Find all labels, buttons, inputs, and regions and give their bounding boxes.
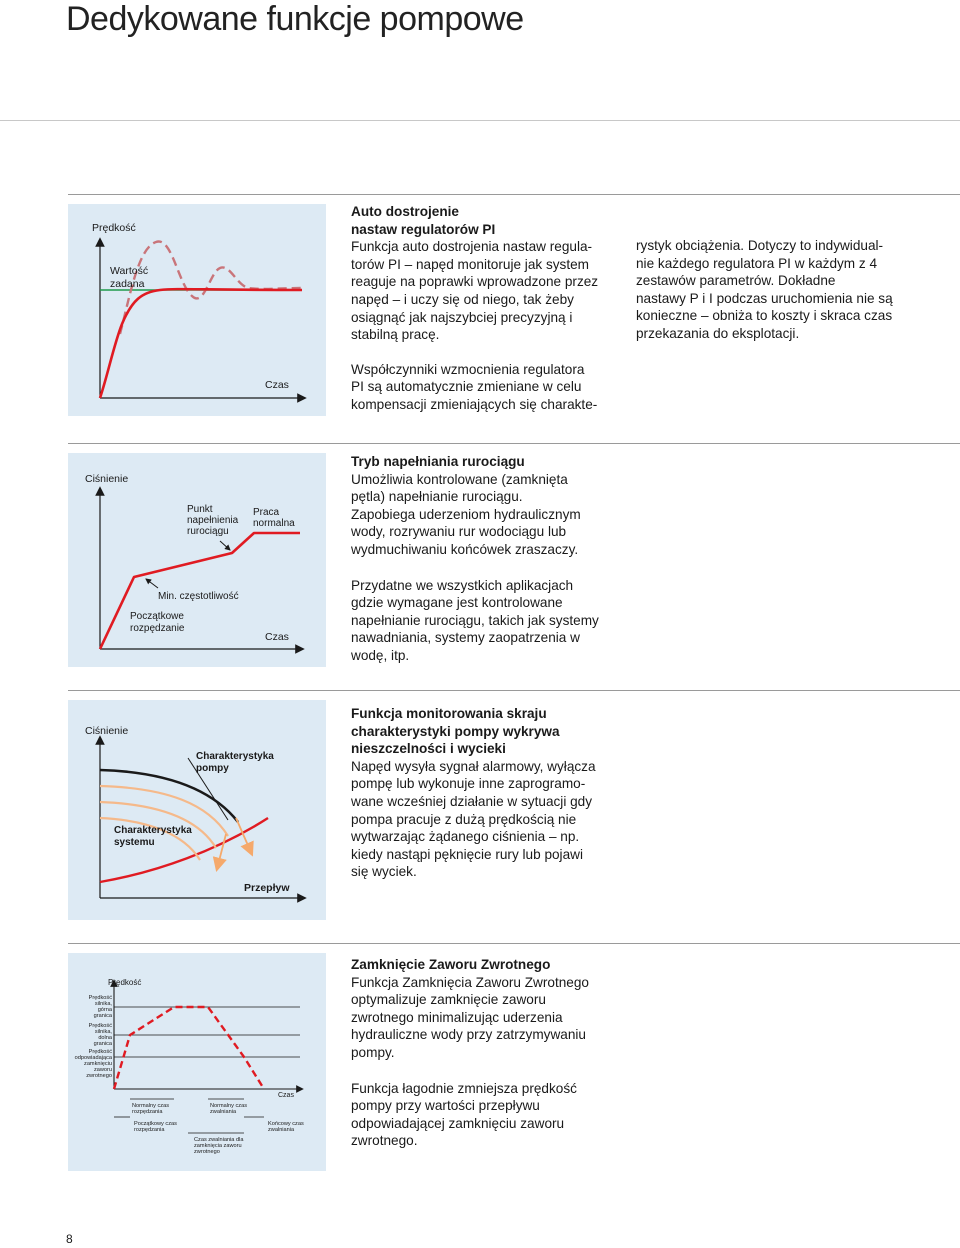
- flow-drop-arrow: [236, 818, 250, 850]
- lower-limit-label: Prędkość: [88, 1023, 112, 1029]
- system-curve-label: systemu: [114, 837, 155, 848]
- body-line: hydrauliczne wody przy zatrzymywaniu: [351, 1027, 586, 1043]
- upper-limit-label: Prędkość: [88, 995, 112, 1001]
- body-line: Przydatne we wszystkich aplikacjach: [351, 577, 574, 593]
- lower-limit-label: dolna: [98, 1035, 112, 1041]
- section-heading: Zamknięcie Zaworu Zwrotnego: [351, 957, 551, 972]
- body-line: odpowiadającej zamknięciu zaworu: [351, 1115, 565, 1131]
- normal-ramp-label: rozpędzania: [132, 1109, 163, 1115]
- leak-detection-text: [351, 705, 641, 881]
- body-line: nawadniania, systemy zaopatrzenia w: [351, 630, 580, 646]
- section-divider: [68, 443, 960, 444]
- body-line: torów PI – napęd monitoruje jak system: [351, 256, 590, 272]
- pump-curve-label: Charakterystyka: [196, 751, 274, 762]
- body-line: stabilną pracę.: [351, 327, 440, 343]
- min-freq-arrow: [146, 579, 158, 588]
- section-heading: Funkcja monitorowania skraju: [351, 706, 547, 721]
- valve-speed-label: Prędkość: [88, 1049, 112, 1055]
- section-heading: Auto dostrojenie: [351, 204, 459, 219]
- fill-point-label: rurociągu: [187, 526, 229, 537]
- section-heading: charakterystyki pompy wykrywa: [351, 723, 560, 739]
- setpoint-label: Wartość: [110, 265, 149, 277]
- valve-speed-label: odpowiadająca: [74, 1055, 112, 1061]
- body-line: przekazania do eksplotacji.: [636, 325, 800, 341]
- body-line: optymalizuje zamknięcie zaworu: [351, 992, 546, 1008]
- lower-limit-label: silnika,: [94, 1029, 112, 1035]
- upper-limit-label: granica: [93, 1013, 112, 1019]
- y-axis-label: Ciśnienie: [85, 725, 129, 737]
- body-line: wydmuchiwaniu końcówek zraszaczy.: [351, 541, 579, 557]
- body-line: Umożliwia kontrolowane (zamknięta: [351, 471, 568, 487]
- fill-point-label: Punkt: [187, 504, 213, 515]
- page-number: 8: [66, 1232, 73, 1246]
- y-axis-label: Prędkość: [108, 978, 142, 987]
- x-axis-label: Przepływ: [244, 882, 290, 894]
- body-line: napęd – i uczy się od niego, tak żeby: [351, 291, 574, 307]
- body-line: konieczne – obniża to koszty i skraca czas: [636, 308, 893, 324]
- pump-curve-figure: [68, 700, 326, 920]
- normal-operation-label: Praca: [253, 507, 280, 518]
- speed-profile: [114, 1007, 264, 1089]
- final-ramp-label: Końcowy czas: [268, 1121, 304, 1127]
- body-line: Funkcja auto dostrojenia nastaw regula-: [351, 239, 593, 255]
- initial-ramp-label: rozpędzanie: [130, 623, 185, 634]
- body-line: pompy przy wartości przepływu: [351, 1098, 540, 1114]
- pipe-fill-text: [351, 453, 641, 665]
- body-line: nie każdego regulatora PI w każdym z 4: [636, 255, 878, 271]
- body-line: wodę, itp.: [351, 647, 410, 663]
- body-line: wytwarzając żądanego ciśnienia – np.: [351, 829, 580, 845]
- fill-point-arrow: [220, 541, 230, 550]
- y-axis-label: Ciśnienie: [85, 473, 129, 485]
- final-ramp-label: zwalniania: [268, 1127, 295, 1133]
- setpoint-label: zadana: [110, 278, 145, 290]
- pi-autotune-text: [351, 203, 621, 414]
- section-divider: [68, 690, 960, 691]
- section-heading: Tryb napełniania rurociągu: [351, 454, 525, 469]
- body-line: pompa pracuje z dużą prędkością nie: [351, 811, 577, 827]
- pipe-fill-figure: [68, 453, 326, 667]
- valve-decel-label: Czas zwalniania dla: [194, 1137, 244, 1143]
- initial-ramp-label: Początkowy czas: [134, 1121, 177, 1127]
- body-line: pętla) napełnianie rurociągu.: [351, 489, 523, 505]
- body-line: Napęd wysyła sygnał alarmowy, wyłącza: [351, 758, 596, 774]
- page-title: Dedykowane funkcje pompowe: [66, 0, 524, 38]
- x-axis-label: Czas: [265, 379, 289, 391]
- body-line: reaguje na poprawki wprowadzone przez: [351, 274, 599, 290]
- body-line: Funkcja Zamknięcia Zaworu Zwrotnego: [351, 974, 589, 990]
- body-line: napełnianie rurociągu, takich jak systemy: [351, 612, 599, 628]
- section-heading: nieszczelności i wycieki: [351, 741, 506, 757]
- system-curve-label: Charakterystyka: [114, 825, 192, 836]
- pump-curve-label: pompy: [196, 763, 229, 774]
- body-line: kiedy nastąpi pęknięcie rury lub pojawi: [351, 846, 583, 862]
- valve-speed-label: zamknięciu: [84, 1061, 112, 1067]
- x-axis-label: Czas: [278, 1092, 294, 1099]
- pi-autotune-chart: [68, 204, 326, 416]
- body-line: zestawów parametrów. Dokładne: [636, 273, 836, 289]
- lower-limit-label: granica: [93, 1041, 112, 1047]
- body-line: się wyciek.: [351, 864, 417, 880]
- x-axis-label: Czas: [265, 631, 289, 643]
- title-divider: [0, 120, 960, 121]
- body-line: PI są automatycznie zmieniane w celu: [351, 379, 582, 395]
- body-line: zwrotnego minimalizując uderzenia: [351, 1009, 563, 1025]
- initial-ramp-label: Początkowe: [130, 611, 184, 622]
- body-line: osiągnąć jak najszybciej precyzyjną i: [351, 309, 573, 325]
- valve-decel-label: zwrotnego: [194, 1149, 220, 1155]
- pi-autotune-figure: [68, 204, 326, 416]
- body-line: rystyk obciążenia. Dotyczy to indywidual-: [636, 238, 884, 253]
- check-valve-figure: [68, 953, 326, 1171]
- upper-limit-label: górna: [97, 1007, 112, 1013]
- normal-decel-label: zwalniania: [210, 1109, 237, 1115]
- upper-limit-label: silnika,: [94, 1001, 112, 1007]
- body-line: Funkcja łagodnie zmniejsza prędkość: [351, 1080, 577, 1096]
- valve-decel-label: zamknięcia zaworu: [194, 1143, 242, 1149]
- pipe-fill-chart: [68, 453, 326, 667]
- body-line: kompensacji zmieniających się charakte-: [351, 396, 598, 412]
- section-divider: [68, 943, 960, 944]
- body-line: wane wcześniej działanie w sytuacji gdy: [351, 793, 593, 809]
- body-line: pompę lub wykonuje inne zaprogramo-: [351, 776, 586, 792]
- overshoot-curve: [120, 241, 302, 334]
- body-line: Zapobiega uderzeniom hydraulicznym: [351, 506, 581, 522]
- flow-drop-arrow: [218, 834, 226, 865]
- body-line: pompy.: [351, 1044, 395, 1060]
- normal-operation-label: normalna: [253, 518, 295, 529]
- section-heading: nastaw regulatorów PI: [351, 221, 496, 237]
- fill-point-label: napełnienia: [187, 515, 239, 526]
- normal-decel-label: Normalny czas: [210, 1103, 247, 1109]
- pi-autotune-text-col2: [636, 237, 936, 343]
- min-frequency-label: Min. częstotliwość: [158, 591, 239, 602]
- normal-ramp-label: Normalny czas: [132, 1103, 169, 1109]
- valve-speed-label: zwrotnego: [86, 1073, 112, 1079]
- initial-ramp-label: rozpędzania: [134, 1127, 165, 1133]
- check-valve-text: [351, 956, 641, 1150]
- valve-speed-label: zaworu: [93, 1067, 112, 1073]
- body-line: gdzie wymagane jest kontrolowane: [351, 595, 563, 611]
- body-line: wody, rozrywaniu rur wodociągu lub: [351, 524, 567, 540]
- section-divider: [68, 194, 960, 195]
- y-axis-label: Prędkość: [92, 222, 136, 234]
- body-line: zwrotnego.: [351, 1133, 418, 1149]
- check-valve-chart: [68, 953, 326, 1171]
- pump-curve-chart: [68, 700, 326, 920]
- body-line: nastawy P i I podczas uruchomienia nie są: [636, 290, 893, 306]
- body-line: Współczynniki wzmocnienia regulatora: [351, 361, 585, 377]
